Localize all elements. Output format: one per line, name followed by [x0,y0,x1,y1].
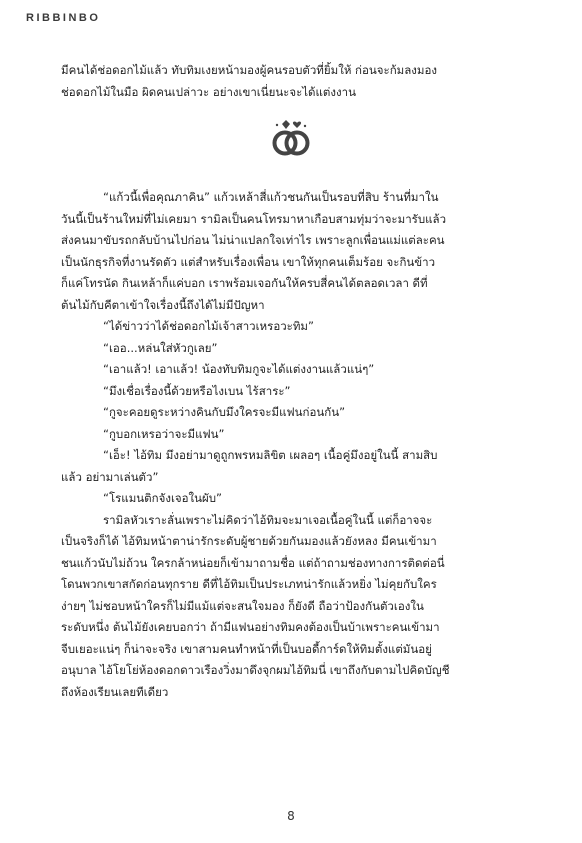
text-line: โดนพวกเขาสกัดก่อนทุกราย ดีที่ไอ้ทิมเป็นประเภทน่ารักแล้วหยิ่ง ไม่คุยกับใคร [61,577,437,591]
text-line: ช่อดอกไม้ในมือ ผิดคนเปล่าวะ อย่างเขาเนี่ยนะจะได้แต่งงาน [61,84,356,99]
dialogue-line: “ได้ข่าวว่าได้ช่อดอกไม้เจ้าสาวเหรอวะทิม” [103,319,314,333]
dialogue-line: “เออ...หล่นใส่หัวกูเลย” [103,340,218,355]
text-line: เป็นจริงก็ได้ ไอ้ทิมหน้าตาน่ารักระดับผู้ชายด้วยกันมองแล้วยังหลง มีคนเข้ามา [61,534,437,548]
paragraph-toast [61,187,520,316]
text-line: จีบเยอะแน่ๆ ก็น่าจะจริง เขาสามคนทำหน้าที่เป็นบอดี้การ์ดให้ทิมตั้งแต่มันอยู่ [61,641,432,656]
dialogue-line: “โรแมนติกจังเจอในผับ” [103,491,222,505]
text-line: ชนแก้วนับไม่ถ้วน ใครกล้าหน่อยก็เข้ามาถามชื่อ แต่ถ้าถามช่องทางการติดต่อนี่ [61,555,445,570]
text-line: ต้นไม้กับคีตาเข้าใจเรื่องนี้ถึงได้ไม่มีปัญหา [61,297,265,312]
text-line: ส่งคนมาขับรถกลับบ้านไปก่อน ไม่น่าแปลกใจเท่าไร เพราะลูกเพื่อนแม่แต่ละคน [61,233,445,247]
page-number: 8 [287,809,295,823]
paragraph-ramil [61,510,520,704]
section-ornament [61,105,520,175]
text-line: “แก้วนี้เพื่อคุณภาคิน” แก้วเหล้าสี่แก้วชนกันเป็นรอบที่สิบ ร้านที่มาใน [103,190,439,204]
text-line: ระดับหนึ่ง ต้นไม้ยังเคยบอกว่า ถ้ามีแฟนอย่างทิมคงต้องเป็นบ้าเพราะคนเข้ามา [61,620,440,634]
dialogue-line: “มึงเชื่อเรื่องนี้ด้วยหรือไงเบน ไร้สาระ” [103,383,291,398]
dialogue-block [61,316,520,510]
running-header: RIBBINBO [26,12,101,24]
dialogue-line: “กูจะคอยดูระหว่างคินกับมึงใครจะมีแฟนก่อนกัน” [103,405,346,419]
dialogue-line: “กูบอกเหรอว่าจะมีแฟน” [103,426,225,441]
text-line: อนุบาล ไอ้โยโย่ห้องดอกดาวเรืองวิ่งมาดึงจุกผมไอ้ทิมนี่ เขาถึงกับตามไปคิดบัญชี [61,663,450,677]
paragraph-top [61,60,520,103]
dialogue-line: “เอาแล้ว! เอาแล้ว! น้องทับทิมกูจะได้แต่งงานแล้วแน่ๆ” [103,362,375,376]
page-body [61,60,520,703]
text-line: เป็นนักธุรกิจที่งานรัดตัว แต่สำหรับเรื่องเพื่อน เขาให้ทุกคนเต็มร้อย จะกินข้าว [61,254,436,269]
text-line: รามิลหัวเราะลั่นเพราะไม่คิดว่าไอ้ทิมจะมาเจอเนื้อคู่ในนี้ แต่ก็อาจจะ [103,512,433,527]
text-line: ง่ายๆ ไม่ชอบหน้าใครก็ไม่มีแม้แต่จะสนใจมอง ก็ยังดี ถือว่าป้องกันตัวเองใน [61,598,424,613]
dialogue-line: “เอ็ะ! ไอ้ทิม มึงอย่ามาดูถูกพรหมลิขิต เผลอๆ เนื้อคู่มึงอยู่ในนี้ สามสิบ [103,448,438,462]
wedding-rings-icon [268,117,314,163]
text-line: ก็แค่โทรนัด กินเหล้าก็แค่บอก เราพร้อมเจอกันให้ครบสี่คนได้ตลอดเวลา ดีที่ [61,276,428,290]
dialogue-line: แล้ว อย่ามาเล่นตัว” [61,469,159,484]
text-line: ถึงห้องเรียนเลยทีเดียว [61,684,169,699]
text-line: วันนี้เป็นร้านใหม่ที่ไม่เคยมา รามิลเป็นคนโทรมาหาเกือบสามทุ่มว่าจะมารับแล้ว [61,211,447,226]
text-line: มีคนได้ช่อดอกไม้แล้ว ทับทิมเงยหน้ามองผู้คนรอบตัวที่ยิ้มให้ ก่อนจะก้มลงมอง [61,63,438,77]
